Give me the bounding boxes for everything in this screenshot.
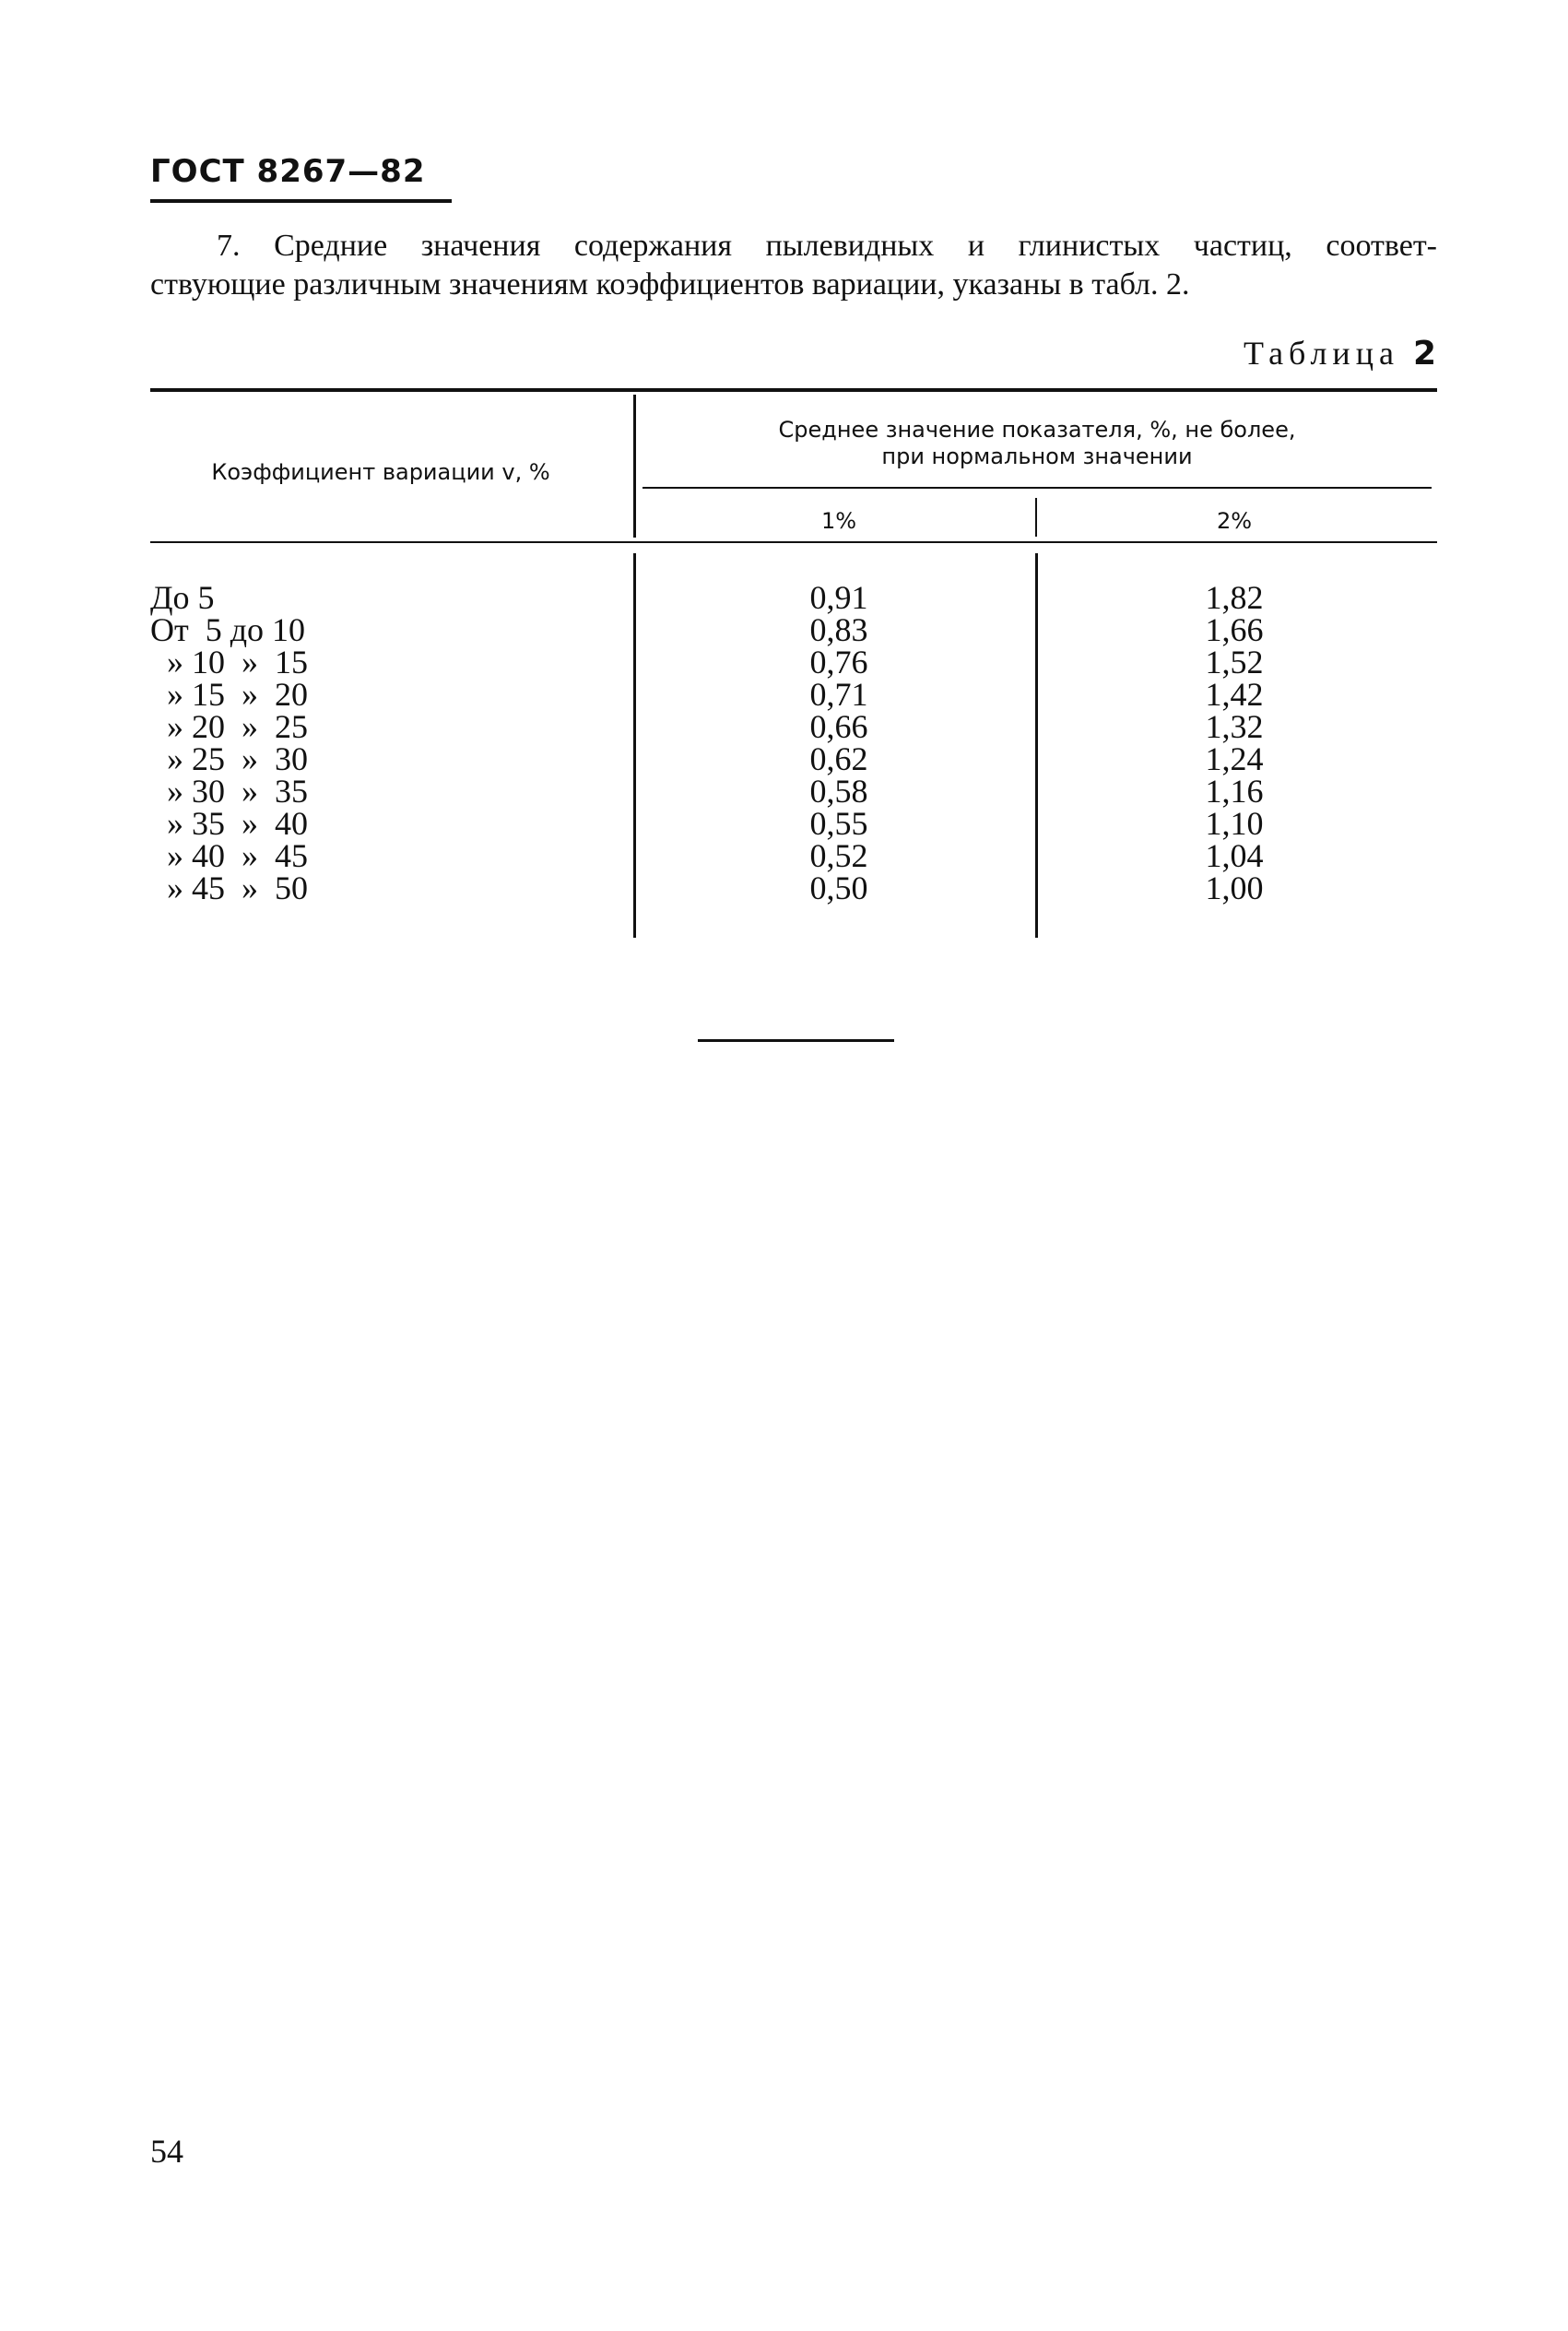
header-coefficient: Коэффициент вариации v, %: [211, 459, 550, 485]
row-label: » 35 » 40: [150, 805, 308, 842]
table-caption-word: Таблица: [1243, 335, 1399, 372]
paragraph-line-1: 7. Средние значения содержания пылевидных и глинистых частиц, соответ-: [217, 229, 1437, 263]
paragraph-7: [150, 227, 1437, 304]
header-mean-value-line1: Среднее значение показателя, %, не более,: [778, 417, 1296, 443]
cell-1-percent: 0,76: [809, 644, 868, 680]
header-bottom-rule: [150, 541, 1437, 543]
cell-2-percent: 1,24: [1205, 740, 1264, 777]
table-caption: [1244, 334, 1436, 373]
cell-2-percent: 1,10: [1205, 805, 1264, 842]
header-col-2-percent: 2%: [1216, 508, 1253, 534]
cell-2-percent: 1,42: [1205, 676, 1264, 713]
row-label: До 5: [150, 579, 215, 616]
cell-2-percent: 1,16: [1205, 773, 1264, 810]
cell-1-percent: 0,62: [809, 740, 868, 777]
row-label: » 10 » 15: [150, 644, 308, 680]
row-label: От 5 до 10: [150, 611, 306, 648]
cell-2-percent: 1,52: [1205, 644, 1264, 680]
cell-2-percent: 1,66: [1205, 611, 1264, 648]
row-label: » 30 » 35: [150, 773, 308, 810]
paragraph-line-2: ствующие различным значениям коэффициентов вариации, указаны в табл. 2.: [150, 267, 1190, 302]
cell-2-percent: 1,04: [1205, 837, 1264, 874]
cell-1-percent: 0,58: [809, 773, 868, 810]
cell-2-percent: 1,32: [1205, 708, 1264, 745]
column-rule-left-header: [633, 395, 636, 538]
row-label: » 45 » 50: [150, 870, 308, 906]
cell-1-percent: 0,83: [809, 611, 868, 648]
cell-1-percent: 0,91: [809, 579, 868, 616]
cell-2-percent: 1,00: [1205, 870, 1264, 906]
column-rule-left-body: [633, 553, 636, 938]
cell-1-percent: 0,66: [809, 708, 868, 745]
header-underline: [150, 199, 452, 203]
row-label: » 20 » 25: [150, 708, 308, 745]
table-caption-number: 2: [1412, 335, 1436, 373]
cell-1-percent: 0,71: [809, 676, 868, 713]
end-separator-rule: [698, 1039, 894, 1042]
document-header: ГОСТ 8267—82: [150, 153, 426, 190]
row-label: » 15 » 20: [150, 676, 308, 713]
header-mean-value-line2: при нормальном значении: [881, 444, 1193, 469]
header-divider-rule: [643, 487, 1432, 489]
table-top-rule: [150, 388, 1437, 392]
row-label: » 40 » 45: [150, 837, 308, 874]
row-label: » 25 » 30: [150, 740, 308, 777]
cell-1-percent: 0,50: [809, 870, 868, 906]
cell-1-percent: 0,55: [809, 805, 868, 842]
cell-2-percent: 1,82: [1205, 579, 1264, 616]
header-col-1-percent: 1%: [820, 508, 857, 534]
cell-1-percent: 0,52: [809, 837, 868, 874]
page-number: 54: [150, 2133, 183, 2170]
